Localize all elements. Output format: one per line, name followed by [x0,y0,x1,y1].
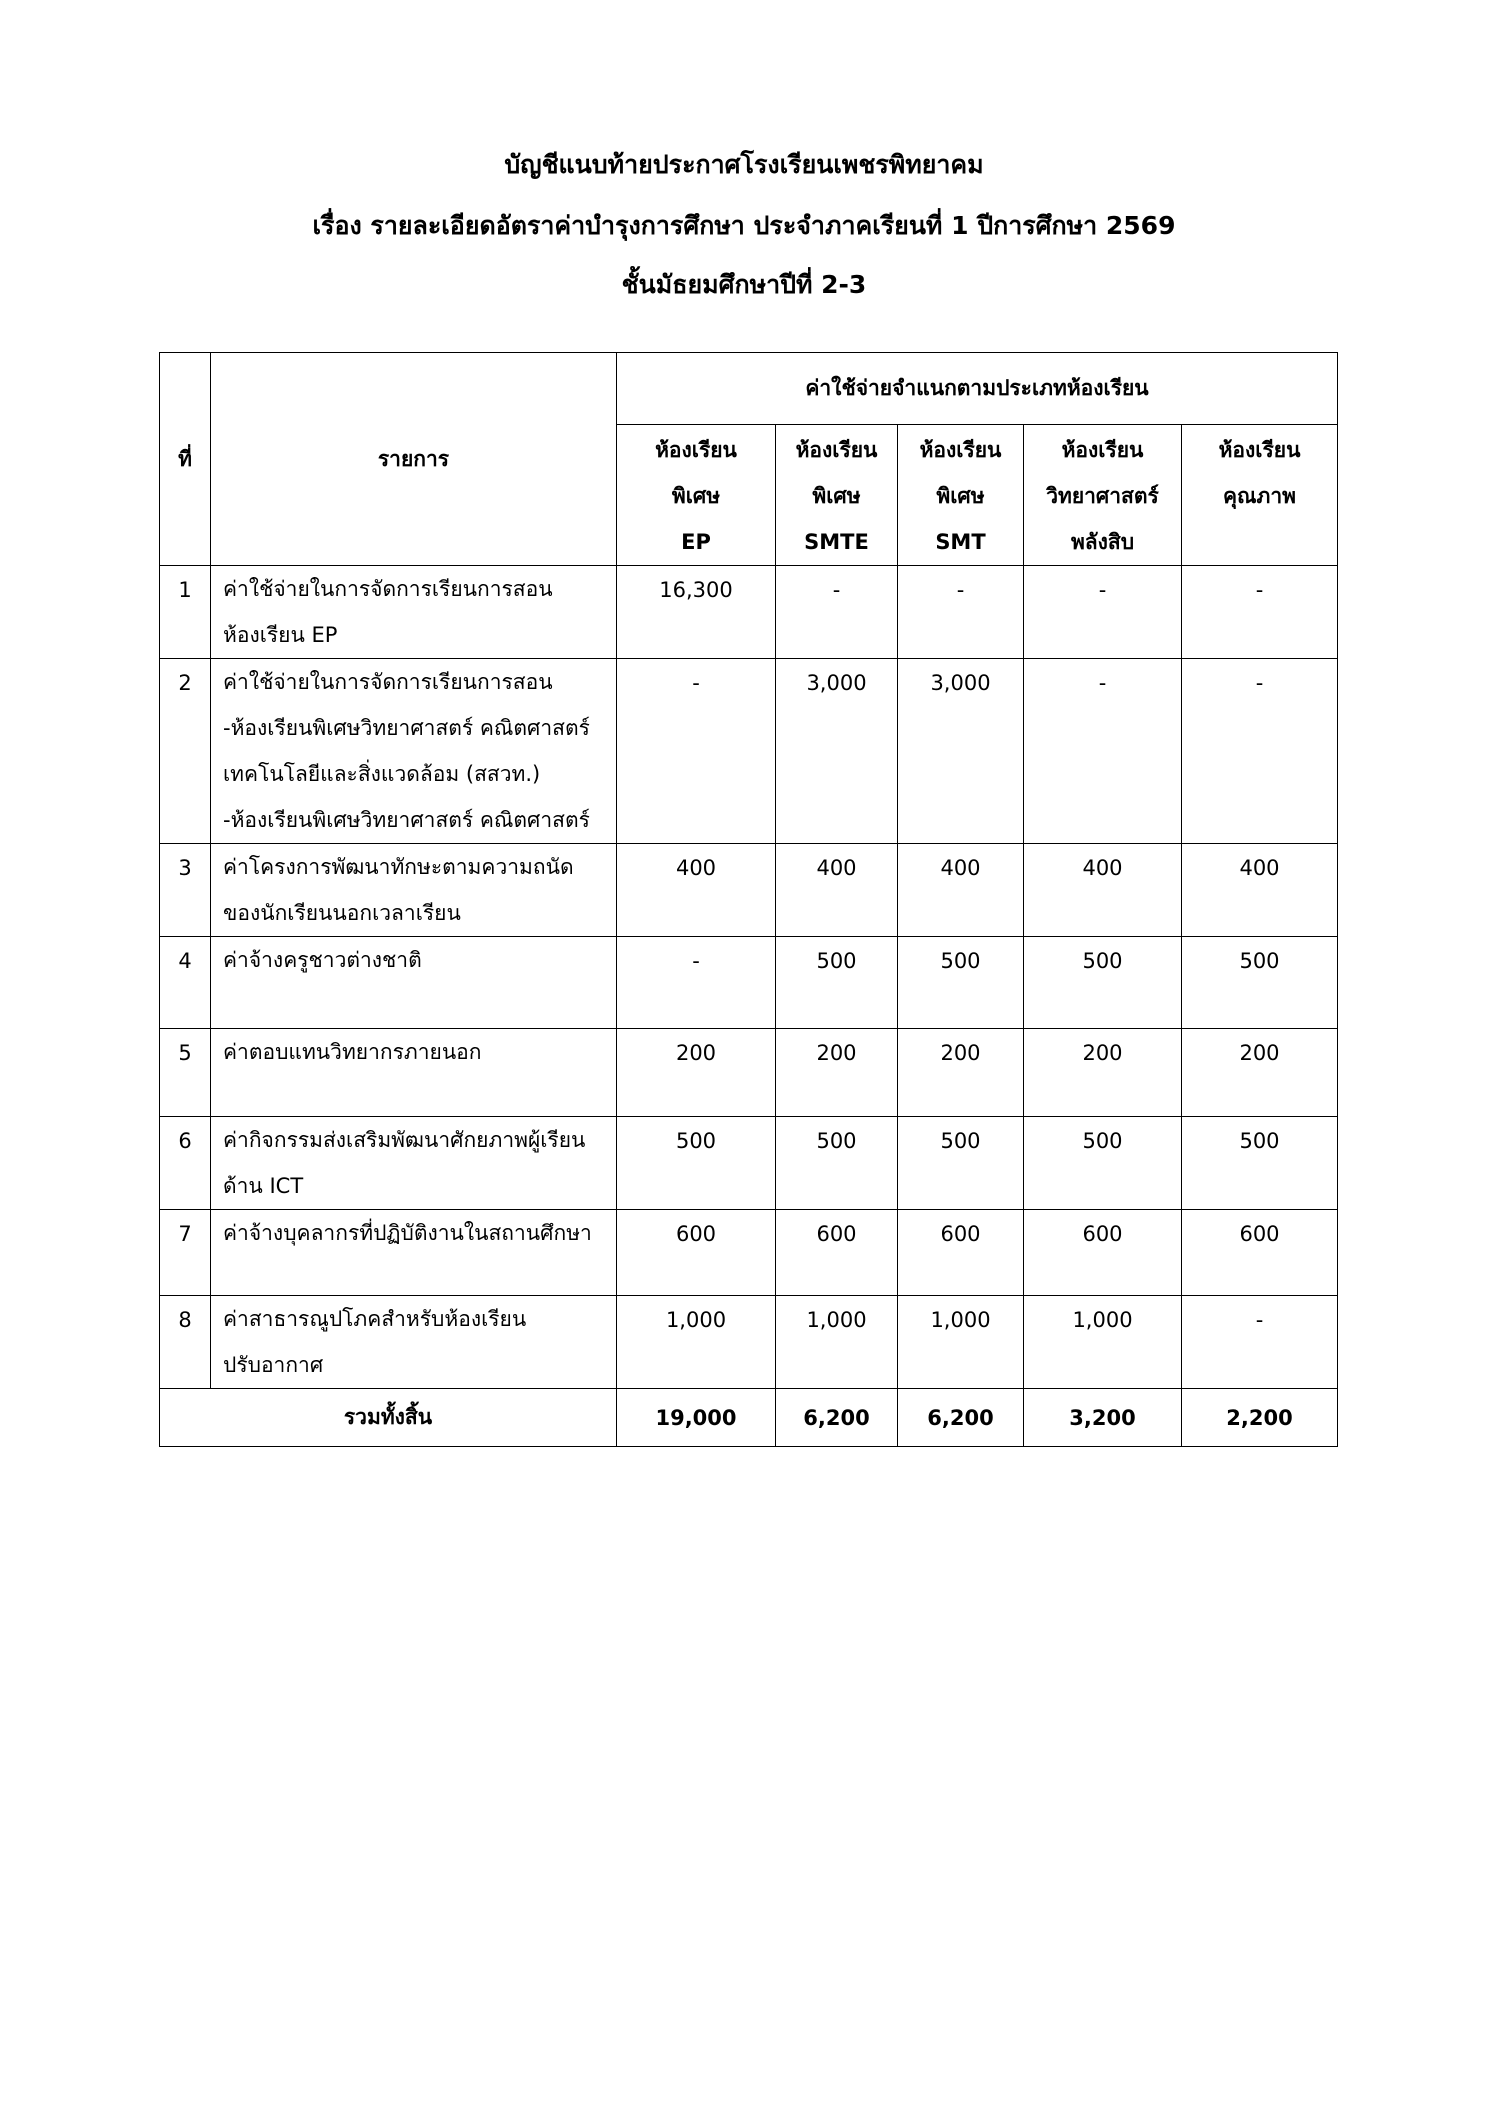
header-column-line: SMT [935,530,986,554]
row-value: 200 [776,1029,898,1117]
row-value: 500 [1024,1117,1182,1210]
total-value: 19,000 [617,1389,776,1447]
row-item-line: -ห้องเรียนพิเศษวิทยาศาสตร์ คณิตศาสตร์ [223,808,590,832]
row-value: - [1182,1296,1338,1389]
row-number: 3 [160,844,211,937]
table-row [160,1210,1338,1296]
row-value: - [617,937,776,1029]
row-value: 400 [1182,844,1338,937]
row-value: 1,000 [898,1296,1024,1389]
header-column-line [1182,519,1337,565]
row-item-line: ค่าจ้างบุคลากรที่ปฏิบัติงานในสถานศึกษา [223,1221,592,1245]
row-item [211,1029,617,1117]
row-value: 1,000 [776,1296,898,1389]
row-number: 7 [160,1210,211,1296]
row-item [211,659,617,844]
row-item-line: ค่าสาธารณูปโภคสำหรับห้องเรียน [223,1307,527,1331]
header-column-line: พลังสิบ [1070,530,1135,554]
header-column-line: SMTE [804,530,869,554]
total-row [160,1389,1338,1447]
row-value: 600 [1024,1210,1182,1296]
row-value: - [898,566,1024,659]
row-number: 1 [160,566,211,659]
row-item [211,844,617,937]
row-item [211,1296,617,1389]
row-item-line: ค่าใช้จ่ายในการจัดการเรียนการสอน [223,670,553,694]
row-item-line: ค่าใช้จ่ายในการจัดการเรียนการสอน [223,577,553,601]
header-item: รายการ [211,353,617,566]
row-value: 500 [1182,937,1338,1029]
row-value: 400 [1024,844,1182,937]
row-value: 1,000 [617,1296,776,1389]
row-item-line: ค่ากิจกรรมส่งเสริมพัฒนาศักยภาพผู้เรียน [223,1128,586,1152]
table-row [160,1296,1338,1389]
row-value: 500 [776,1117,898,1210]
row-number: 5 [160,1029,211,1117]
header-no: ที่ [160,353,211,566]
row-value: 200 [1024,1029,1182,1117]
header-column-line: ห้องเรียน [1218,438,1301,462]
document-title: บัญชีแนบท้ายประกาศโรงเรียนเพชรพิทยาคม [504,150,984,179]
header-column-line: พิเศษ [671,484,721,508]
row-value: 3,000 [898,659,1024,844]
header-column-line: ห้องเรียน [795,438,878,462]
table-row [160,844,1338,937]
total-value: 6,200 [898,1389,1024,1447]
row-value: 500 [898,1117,1024,1210]
total-label: รวมทั้งสิ้น [160,1389,617,1447]
header-column-line: วิทยาศาสตร์ [1046,484,1159,508]
row-item-line: ค่าตอบแทนวิทยากรภายนอก [223,1040,482,1064]
row-value: 200 [898,1029,1024,1117]
table-row [160,937,1338,1029]
row-value: 500 [1182,1117,1338,1210]
total-value: 6,200 [776,1389,898,1447]
table-row [160,659,1338,844]
row-item-line: ปรับอากาศ [223,1353,324,1377]
row-value: - [1024,659,1182,844]
row-item-line: ห้องเรียน EP [223,623,338,647]
row-item-line: ของนักเรียนนอกเวลาเรียน [223,901,461,925]
row-value: 600 [617,1210,776,1296]
row-value: 500 [1024,937,1182,1029]
header-group: ค่าใช้จ่ายจำแนกตามประเภทห้องเรียน [617,353,1338,425]
row-number: 2 [160,659,211,844]
row-number: 6 [160,1117,211,1210]
row-item-line: ด้าน ICT [223,1174,304,1198]
total-value: 2,200 [1182,1389,1338,1447]
row-value: - [776,566,898,659]
fee-table [159,352,1338,1447]
row-item [211,937,617,1029]
document-subject: เรื่อง รายละเอียดอัตราค่าบำรุงการศึกษา ประจำภาคเรียนที่ 1 ปีการศึกษา 2569 [312,211,1176,240]
table-row [160,566,1338,659]
header-column [898,425,1024,566]
row-value: - [1182,566,1338,659]
row-value: 1,000 [1024,1296,1182,1389]
header-column-line: พิเศษ [812,484,861,508]
header-column-line: ห้องเรียน [919,438,1002,462]
row-value: 3,000 [776,659,898,844]
table-row [160,1117,1338,1210]
header-column-line: ห้องเรียน [655,438,737,462]
row-value: 500 [898,937,1024,1029]
row-item [211,1117,617,1210]
row-value: 600 [1182,1210,1338,1296]
row-value: 600 [776,1210,898,1296]
header-column-line: ห้องเรียน [1061,438,1144,462]
header-column-line: พิเศษ [936,484,985,508]
row-number: 8 [160,1296,211,1389]
row-number: 4 [160,937,211,1029]
table-row [160,1029,1338,1117]
row-value: 400 [617,844,776,937]
row-value: 200 [617,1029,776,1117]
total-value: 3,200 [1024,1389,1182,1447]
header-column [617,425,776,566]
row-value: - [617,659,776,844]
row-item-line: ค่าโครงการพัฒนาทักษะตามความถนัด [223,855,574,879]
row-value: 16,300 [617,566,776,659]
row-value: 400 [776,844,898,937]
row-value: 600 [898,1210,1024,1296]
row-value: - [1182,659,1338,844]
row-value: 500 [617,1117,776,1210]
header-column-line: คุณภาพ [1223,484,1297,508]
row-item-line: -ห้องเรียนพิเศษวิทยาศาสตร์ คณิตศาสตร์ [223,716,590,740]
row-value: 400 [898,844,1024,937]
row-item [211,566,617,659]
row-item-line: ค่าจ้างครูชาวต่างชาติ [223,948,422,972]
row-value: 500 [776,937,898,1029]
header-column [1182,425,1338,566]
header-column [776,425,898,566]
row-item [211,1210,617,1296]
row-value: 200 [1182,1029,1338,1117]
row-value: - [1024,566,1182,659]
document-grade-level: ชั้นมัธยมศึกษาปีที่ 2-3 [621,270,867,299]
header-column [1024,425,1182,566]
row-item-line: เทคโนโลยีและสิ่งแวดล้อม (สสวท.) [223,762,541,786]
header-column-line: EP [681,530,711,554]
